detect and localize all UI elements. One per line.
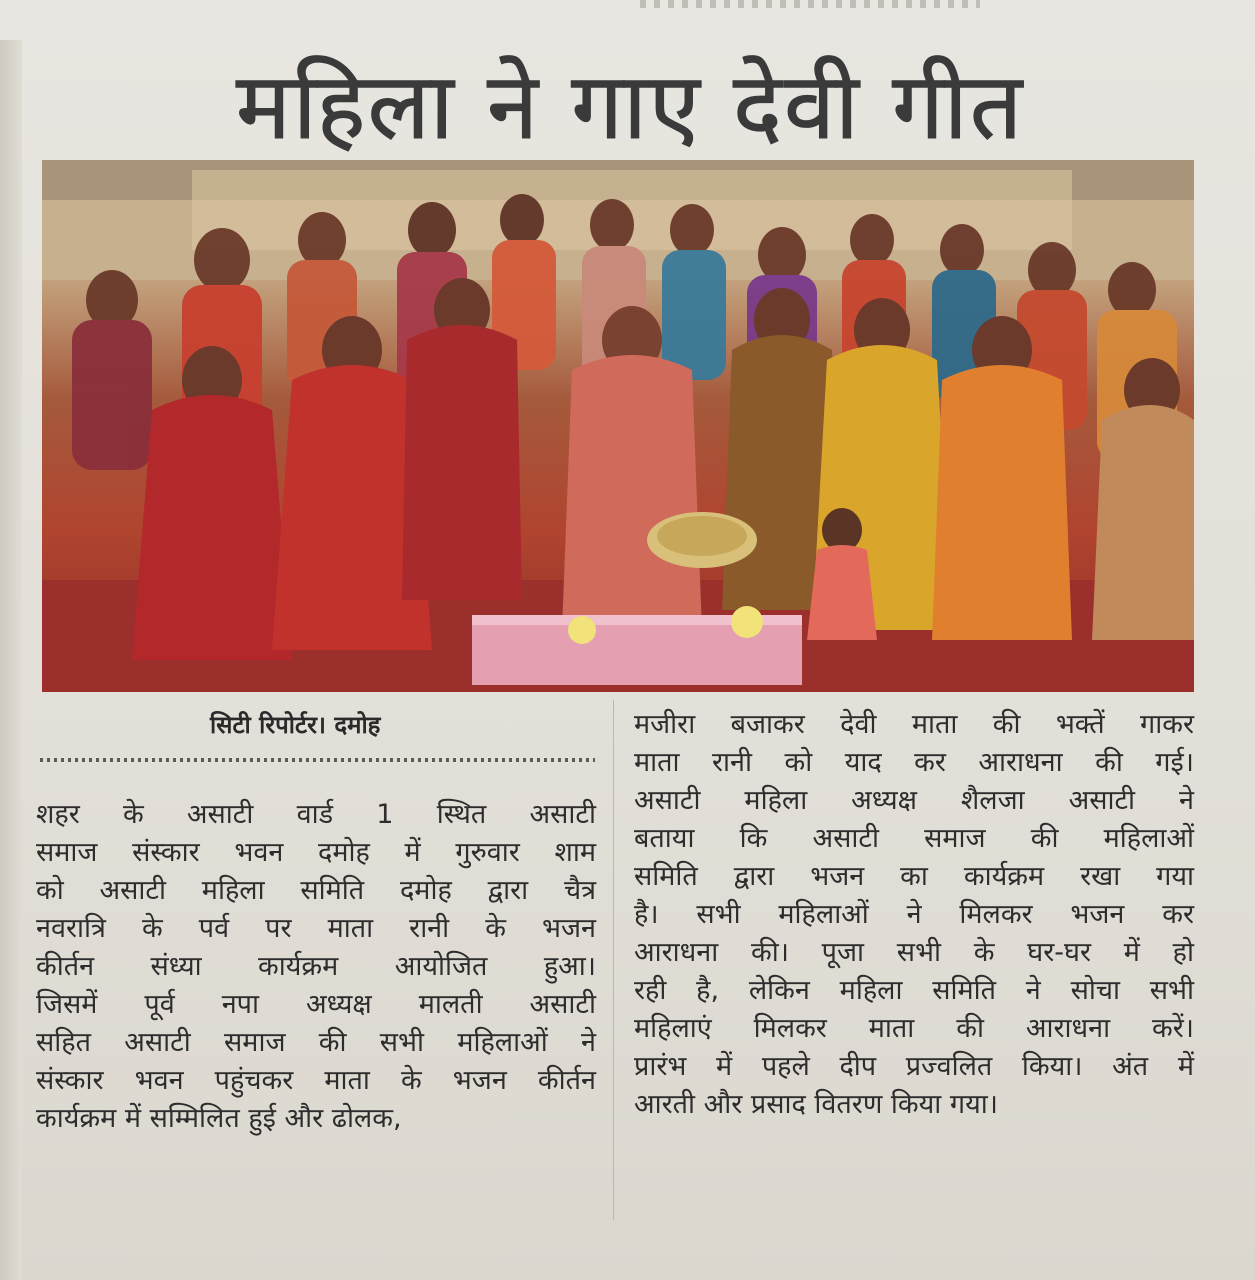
text-line: आराधना की। पूजा सभी के घर-घर में हो [634, 937, 1194, 968]
article-byline: सिटी रिपोर्टर। दमोह [210, 711, 381, 739]
text-line: असाटी महिला अध्यक्ष शैलजा असाटी ने [634, 785, 1194, 816]
article-headline: महिला ने गाए देवी गीत [235, 53, 1025, 160]
text-line: रही है, लेकिन महिला समिति ने सोचा सभी [634, 975, 1194, 1006]
clipping-top-edge [640, 0, 980, 8]
article-photo [42, 160, 1194, 692]
text-line: कार्यक्रम में सम्मिलित हुई और ढोलक, [36, 1103, 402, 1134]
text-line: माता रानी को याद कर आराधना की गई। [634, 747, 1194, 778]
text-line: जिसमें पूर्व नपा अध्यक्ष मालती असाटी [36, 989, 596, 1020]
column-divider [613, 700, 614, 1220]
text-line: शहर के असाटी वार्ड 1 स्थित असाटी [36, 799, 596, 830]
text-line: प्रारंभ में पहले दीप प्रज्वलित किया। अंत में [634, 1051, 1194, 1082]
text-line: मजीरा बजाकर देवी माता की भक्तें गाकर [634, 709, 1194, 740]
text-line: संस्कार भवन पहुंचकर माता के भजन कीर्तन [36, 1065, 596, 1096]
photo-women-singing-icon [42, 160, 1194, 692]
dotted-rule [40, 758, 595, 762]
text-line: है। सभी महिलाओं ने मिलकर भजन कर [634, 899, 1194, 930]
text-line: सहित असाटी समाज की सभी महिलाओं ने [36, 1027, 596, 1058]
text-line: समिति द्वारा भजन का कार्यक्रम रखा गया [634, 861, 1194, 892]
text-line: महिलाएं मिलकर माता की आराधना करें। [634, 1013, 1194, 1044]
text-line: कीर्तन संध्या कार्यक्रम आयोजित हुआ। [36, 951, 596, 982]
text-line: नवरात्रि के पर्व पर माता रानी के भजन [36, 913, 596, 944]
text-line: आरती और प्रसाद वितरण किया गया। [634, 1089, 998, 1120]
text-line: समाज संस्कार भवन दमोह में गुरुवार शाम [36, 837, 596, 868]
article-column-2 [634, 706, 1194, 1124]
page-fold-edge [0, 40, 22, 1280]
article-column-1 [36, 796, 596, 1138]
text-line: को असाटी महिला समिति दमोह द्वारा चैत्र [36, 875, 596, 906]
text-line: बताया कि असाटी समाज की महिलाओं [634, 823, 1194, 854]
